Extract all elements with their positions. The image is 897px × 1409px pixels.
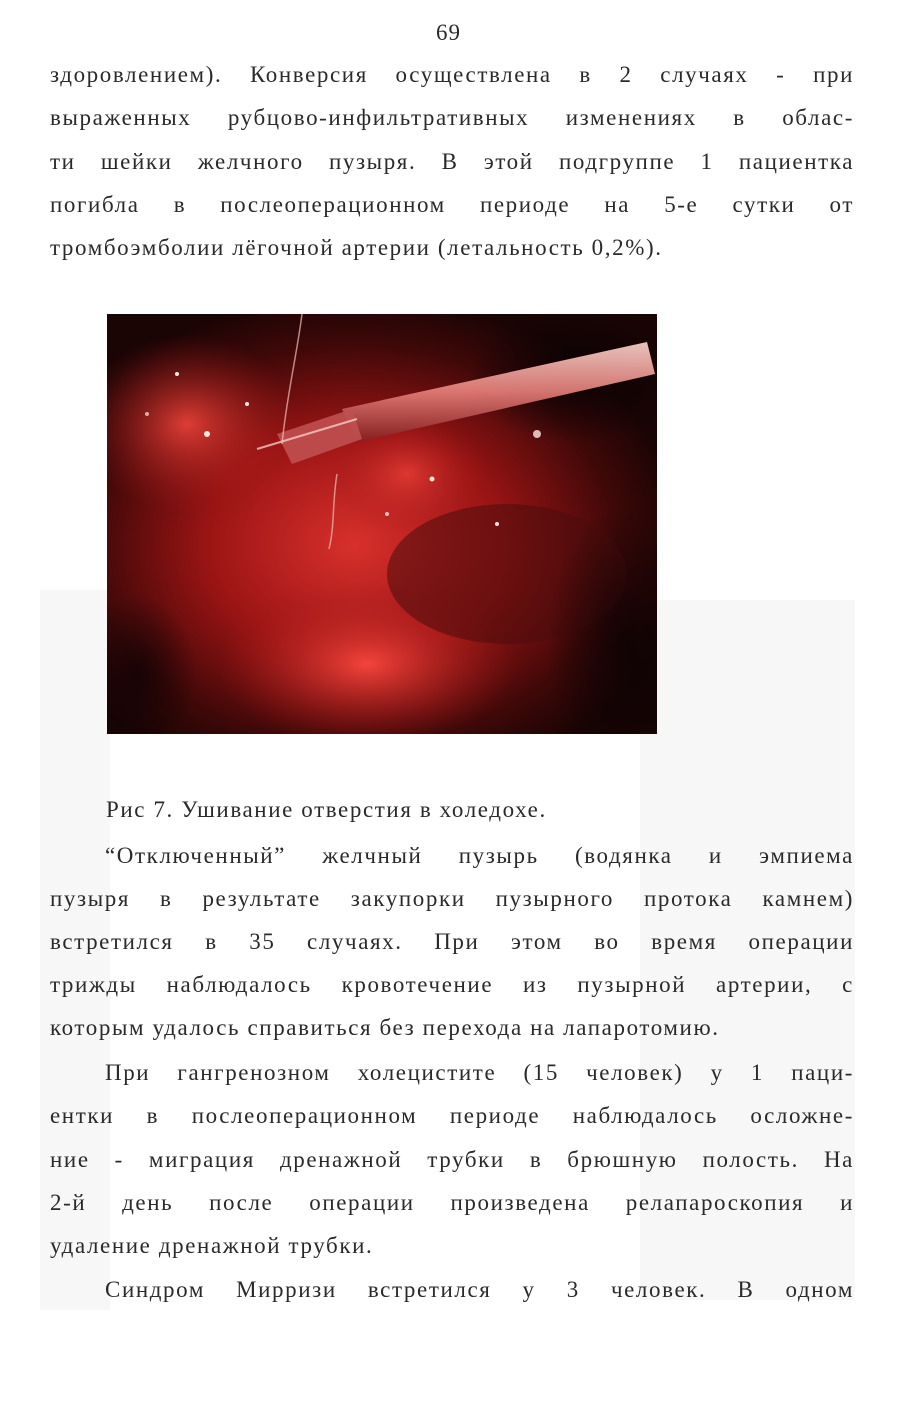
figure-caption: Рис 7. Ушивание отверстия в холедохе.: [106, 797, 547, 822]
text-line: трижды наблюдалось кровотечение из пузырной артерии, с: [50, 972, 854, 997]
text-line: 2-й день после операции произведена релапароскопия и: [50, 1190, 854, 1215]
endoscopic-photo: [107, 314, 657, 734]
text-line: встретился в 35 случаях. При этом во время операции: [50, 929, 854, 954]
text-line: При гангренозном холецистите (15 человек) у 1 паци-: [105, 1060, 854, 1085]
text-line: тромбоэмболии лёгочной артерии (летальность 0,2%).: [50, 235, 663, 260]
page-number: 69: [436, 20, 461, 45]
text-line: удаление дренажной трубки.: [50, 1233, 374, 1258]
text-line: ти шейки желчного пузыря. В этой подгруппе 1 пациентка: [50, 149, 854, 174]
text-line: “Отключенный” желчный пузырь (водянка и эмпиема: [105, 843, 854, 868]
text-line: ентки в послеоперационном периоде наблюдалось осложне-: [50, 1103, 854, 1128]
text-line: Синдром Мирризи встретился у 3 человек. В одном: [105, 1277, 854, 1302]
text-line: пузыря в результате закупорки пузырного протока камнем): [50, 886, 854, 911]
text-line: ние - миграция дренажной трубки в брюшную полость. На: [50, 1147, 854, 1172]
text-line: погибла в послеоперационном периоде на 5-е сутки от: [50, 192, 854, 217]
text-line: которым удалось справиться без перехода на лапаротомию.: [50, 1015, 720, 1040]
text-line: выраженных рубцово-инфильтративных изменениях в облас-: [50, 105, 854, 130]
text-line: здоровлением). Конверсия осуществлена в 2 случаях - при: [50, 62, 854, 87]
